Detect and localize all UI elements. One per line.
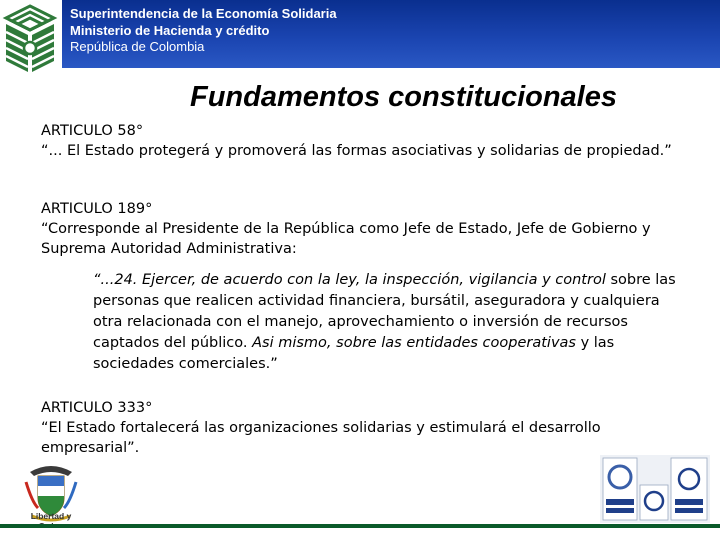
article-189-text: “Corresponde al Presidente de la República como Jefe de Estado, Jefe de Gobierno y Suprema Autoridad Administrativa:: [41, 221, 651, 257]
header-text: [70, 5, 337, 55]
header-line-2: Ministerio de Hacienda y crédito: [70, 23, 270, 38]
header-line-1: Superintendencia de la Economía Solidaria: [70, 6, 337, 21]
supersolidaria-cube-logo: [2, 2, 58, 76]
page-title: Fundamentos constitucionales: [190, 81, 617, 113]
quote-part-2: sobre las personas que realicen actividad financiera, bursátil, aseguradora y cualquiera otra relacionada con el manejo, aprovechamiento o inversión de recursos captados del público.: [93, 272, 676, 351]
article-333-text: “El Estado fortalecerá las organizaciones solidarias y estimulará el desarrollo empresarial”.: [41, 420, 601, 456]
quote-part-4: y las sociedades comerciales.”: [93, 335, 615, 372]
article-189: [41, 199, 681, 259]
article-58-heading: ARTICULO 58°: [41, 123, 144, 139]
article-333-heading: ARTICULO 333°: [41, 400, 153, 416]
footer-stripe: [0, 524, 720, 540]
quote-part-3: Asi mismo, sobre las entidades cooperativas: [252, 335, 576, 351]
article-333: [41, 398, 681, 458]
footer-green-stripe: [0, 524, 720, 528]
header-line-3: República de Colombia: [70, 39, 205, 54]
quote-part-1: “...24. Ejercer, de acuerdo con la ley, la inspección, vigilancia y control: [93, 272, 606, 288]
article-58: [41, 121, 681, 161]
motto: Libertad y: [30, 511, 72, 521]
article-189-heading: ARTICULO 189°: [41, 201, 153, 217]
article-189-quote: [93, 270, 693, 375]
article-58-text: “... El Estado protegerá y promoverá las formas asociativas y solidarias de propiedad.”: [41, 143, 672, 159]
quality-certification-seals-icon: [600, 455, 710, 523]
